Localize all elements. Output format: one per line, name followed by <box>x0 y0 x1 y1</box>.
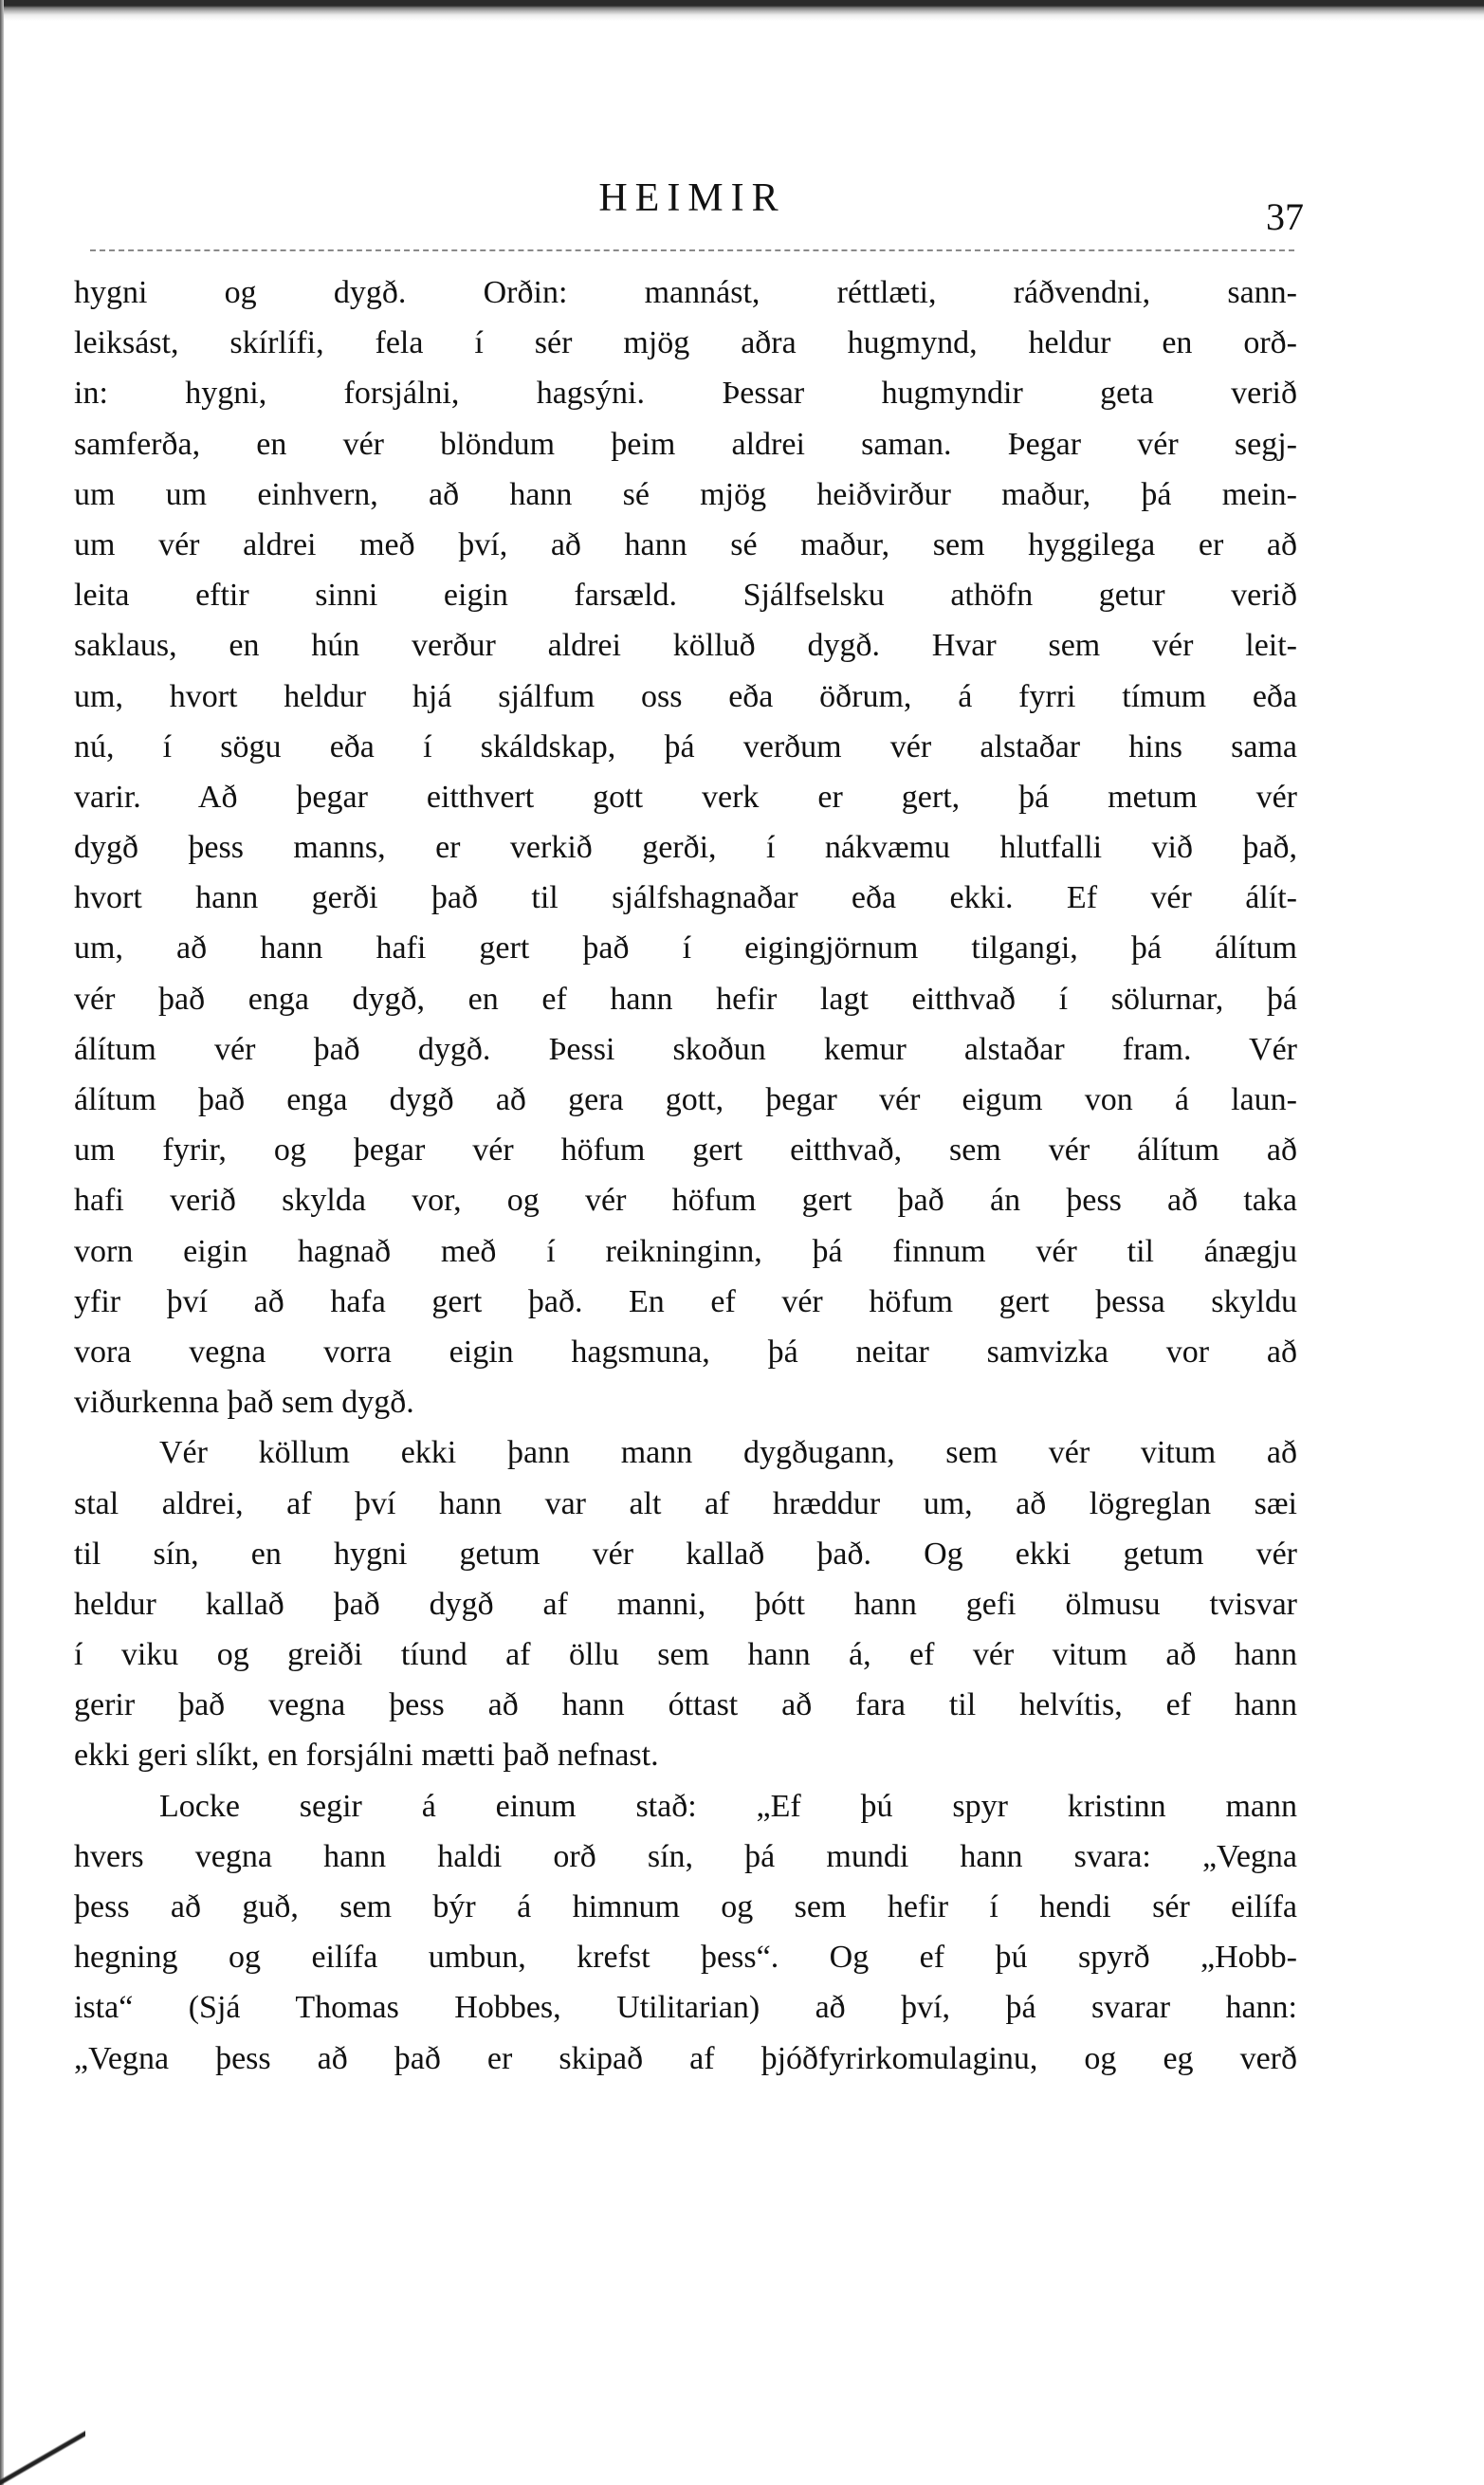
text-line: álítum vér það dygð. Þessi skoðun kemur alstaðar fram. Vér <box>74 1031 1297 1067</box>
text-line: ista“ (Sjá Thomas Hobbes, Utilitarian) að því, þá svarar hann: <box>74 1990 1297 2026</box>
text-line: Vér köllum ekki þann mann dygðugann, sem vér vitum að <box>159 1435 1297 1471</box>
text-line: varir. Að þegar eitthvert gott verk er gert, þá metum vér <box>74 779 1297 815</box>
text-line: heldur kallað það dygð af manni, þótt hann gefi ölmusu tvisvar <box>74 1586 1297 1622</box>
running-title: HEIMIR <box>598 176 786 220</box>
text-line: hvort hann gerði það til sjálfshagnaðar eða ekki. Ef vér álít- <box>74 880 1297 916</box>
page-top-edge <box>0 0 1484 21</box>
text-line: leita eftir sinni eigin farsæld. Sjálfselsku athöfn getur verið <box>74 578 1297 614</box>
text-line: ekki geri slíkt, en forsjálni mætti það nefnast. <box>74 1738 659 1774</box>
text-line: hegning og eilífa umbun, krefst þess“. Og ef þú spyrð „Hobb- <box>74 1940 1297 1976</box>
text-line: in: hygni, forsjálni, hagsýni. Þessar hugmyndir geta verið <box>74 376 1297 412</box>
text-line: um vér aldrei með því, að hann sé maður, sem hyggilega er að <box>74 526 1297 562</box>
text-line: hafi verið skylda vor, og vér höfum gert það án þess að taka <box>74 1183 1297 1219</box>
text-line: þess að guð, sem býr á himnum og sem hefir í hendi sér eilífa <box>74 1889 1297 1924</box>
text-line: vora vegna vorra eigin hagsmuna, þá neitar samvizka vor að <box>74 1334 1297 1370</box>
page-number: 37 <box>1266 195 1304 238</box>
text-line: um um einhvern, að hann sé mjög heiðvirður maður, þá mein- <box>74 476 1297 512</box>
text-line: samferða, en vér blöndum þeim aldrei saman. Þegar vér segj- <box>74 426 1297 462</box>
text-line: álítum það enga dygð að gera gott, þegar vér eigum von á laun- <box>74 1082 1297 1117</box>
text-line: gerir það vegna þess að hann óttast að fara til helvítis, ef hann <box>74 1687 1297 1723</box>
text-line: saklaus, en hún verður aldrei kölluð dygð. Hvar sem vér leit- <box>74 628 1297 664</box>
text-line: vér það enga dygð, en ef hann hefir lagt eitthvað í sölurnar, þá <box>74 981 1297 1017</box>
text-line: viðurkenna það sem dygð. <box>74 1385 414 1421</box>
text-line: í viku og greiði tíund af öllu sem hann á, ef vér vitum að hann <box>74 1637 1297 1673</box>
text-line: Locke segir á einum stað: „Ef þú spyr kristinn mann <box>159 1788 1297 1824</box>
text-line: um, hvort heldur hjá sjálfum oss eða öðrum, á fyrri tímum eða <box>74 678 1297 714</box>
text-line: hygni og dygð. Orðin: mannást, réttlæti, ráðvendni, sann- <box>74 275 1297 310</box>
page-left-edge <box>0 0 4 2485</box>
text-line: „Vegna þess að það er skipað af þjóðfyrirkomulaginu, og eg verð <box>74 2040 1297 2076</box>
text-line: dygð þess manns, er verkið gerði, í nákvæmu hlutfalli við það, <box>74 830 1297 866</box>
text-line: um, að hann hafi gert það í eigingjörnum tilgangi, þá álítum <box>74 930 1297 966</box>
text-line: hvers vegna hann haldi orð sín, þá mundi hann svara: „Vegna <box>74 1838 1297 1874</box>
text-line: stal aldrei, af því hann var alt af hræddur um, að lögreglan sæi <box>74 1485 1297 1521</box>
page-corner-mark <box>0 2428 85 2485</box>
body-text <box>74 267 1297 2084</box>
text-line: leiksást, skírlífi, fela í sér mjög aðra hugmynd, heldur en orð- <box>74 325 1297 361</box>
text-line: um fyrir, og þegar vér höfum gert eitthvað, sem vér álítum að <box>74 1132 1297 1169</box>
text-line: nú, í sögu eða í skáldskap, þá verðum vér alstaðar hins sama <box>74 728 1297 764</box>
text-line: vorn eigin hagnað með í reikninginn, þá finnum vér til ánægju <box>74 1233 1297 1269</box>
page-header <box>90 175 1304 251</box>
text-line: yfir því að hafa gert það. En ef vér höfum gert þessa skyldu <box>74 1283 1297 1319</box>
header-rule <box>90 249 1294 251</box>
text-line: til sín, en hygni getum vér kallað það. Og ekki getum vér <box>74 1536 1297 1572</box>
